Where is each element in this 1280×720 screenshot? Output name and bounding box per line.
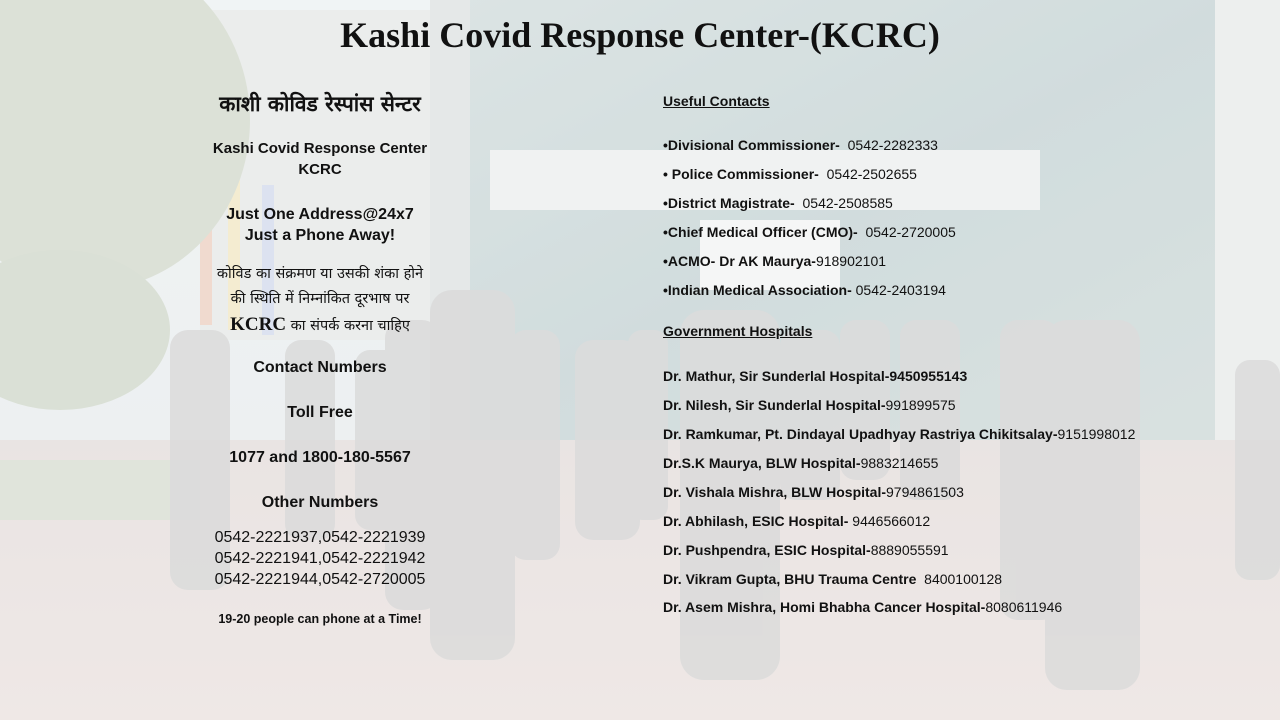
contact-label: •District Magistrate- [663, 195, 795, 211]
hospital-label: Dr. Abhilash, ESIC Hospital- [663, 513, 849, 529]
hospital-label: Dr. Nilesh, Sir Sunderlal Hospital- [663, 397, 886, 413]
useful-contact-item [663, 282, 1223, 298]
useful-contacts-heading: Useful Contacts [663, 93, 770, 109]
hindi-line3-rest: का संपर्क करना चाहिए [290, 318, 410, 334]
hospital-number: 9794861503 [886, 484, 964, 500]
contact-number: 0542-2403194 [855, 282, 946, 298]
hospital-number: 9151998012 [1057, 426, 1136, 442]
tagline-line2: Just a Phone Away! [244, 227, 396, 244]
hospital-number: 991899575 [885, 397, 956, 413]
government-hospitals-heading: Government Hospitals [663, 323, 813, 339]
contact-label: • Police Commissioner- [663, 166, 819, 182]
contact-number: 0542-2508585 [802, 195, 893, 211]
other-numbers-heading: Other Numbers [261, 494, 379, 511]
hindi-line2: की स्थिति में निम्नांकित दूरभाष पर [230, 291, 410, 307]
contact-number: 0542-2282333 [847, 137, 938, 153]
toll-free-numbers: 1077 and 1800-180-5567 [229, 449, 411, 466]
useful-contact-item [663, 137, 1223, 153]
hospital-label: Dr. Pushpendra, ESIC Hospital- [663, 542, 871, 558]
hospital-number: 9883214655 [860, 455, 939, 471]
other-numbers-line: 0542-2221944,0542-2720005 [214, 571, 426, 588]
other-numbers-line: 0542-2221937,0542-2221939 [214, 529, 426, 546]
hospital-number: 8889055591 [870, 542, 949, 558]
hospital-label: Dr. Ramkumar, Pt. Dindayal Upadhyay Rastriya Chikitsalay- [663, 426, 1058, 442]
other-numbers-list [180, 527, 460, 590]
hospital-item [663, 599, 1223, 615]
hospital-number: 8080611946 [985, 599, 1063, 615]
contact-number: 0542-2720005 [865, 224, 956, 240]
hospital-item [663, 571, 1223, 587]
hospital-number: 9450955143 [889, 368, 968, 384]
center-name-line2: KCRC [298, 161, 342, 178]
hospital-item [663, 397, 1223, 413]
useful-contact-item [663, 253, 1223, 269]
contact-numbers-heading: Contact Numbers [253, 359, 387, 376]
contact-label: •Indian Medical Association- [663, 282, 852, 298]
tagline [180, 204, 460, 246]
center-name [180, 138, 460, 180]
hospital-label: Dr. Asem Mishra, Homi Bhabha Cancer Hospital- [663, 599, 986, 615]
toll-free-label: Toll Free [287, 404, 353, 421]
other-numbers-line: 0542-2221941,0542-2221942 [214, 550, 426, 567]
contact-label: •Divisional Commissioner- [663, 137, 840, 153]
hindi-title: काशी कोविड रेस्पांस सेन्टर [219, 92, 421, 116]
hindi-line3-kcrc: KCRC [230, 314, 287, 335]
hospital-item [663, 542, 1223, 558]
useful-contact-item [663, 166, 1223, 182]
hospital-label: Dr. Mathur, Sir Sunderlal Hospital- [663, 368, 890, 384]
hospital-item [663, 368, 1223, 384]
hindi-instruction [180, 262, 460, 339]
hospital-item [663, 513, 1223, 529]
hospital-item [663, 426, 1223, 442]
useful-contact-item [663, 224, 1223, 240]
hospital-item [663, 455, 1223, 471]
contact-label: •Chief Medical Officer (CMO)- [663, 224, 858, 240]
page-title: Kashi Covid Response Center-(KCRC) [340, 15, 940, 55]
hospital-number: 8400100128 [924, 571, 1003, 587]
contact-number: 0542-2502655 [826, 166, 917, 182]
hospital-label: Dr.S.K Maurya, BLW Hospital- [663, 455, 861, 471]
center-name-line1: Kashi Covid Response Center [212, 140, 428, 157]
contact-label: •ACMO- Dr AK Maurya- [663, 253, 816, 269]
useful-contact-item [663, 195, 1223, 211]
hindi-line1: कोविड का संक्रमण या उसकी शंका होने [216, 266, 424, 282]
hindi-line3 [180, 312, 460, 339]
contact-number: 918902101 [815, 253, 887, 269]
tagline-line1: Just One Address@24x7 [226, 206, 414, 223]
capacity-note: 19-20 people can phone at a Time! [218, 612, 422, 626]
hospital-item [663, 484, 1223, 500]
hospital-label: Dr. Vishala Mishra, BLW Hospital- [663, 484, 887, 500]
hospital-number: 9446566012 [852, 513, 931, 529]
hospital-label: Dr. Vikram Gupta, BHU Trauma Centre [663, 571, 917, 587]
